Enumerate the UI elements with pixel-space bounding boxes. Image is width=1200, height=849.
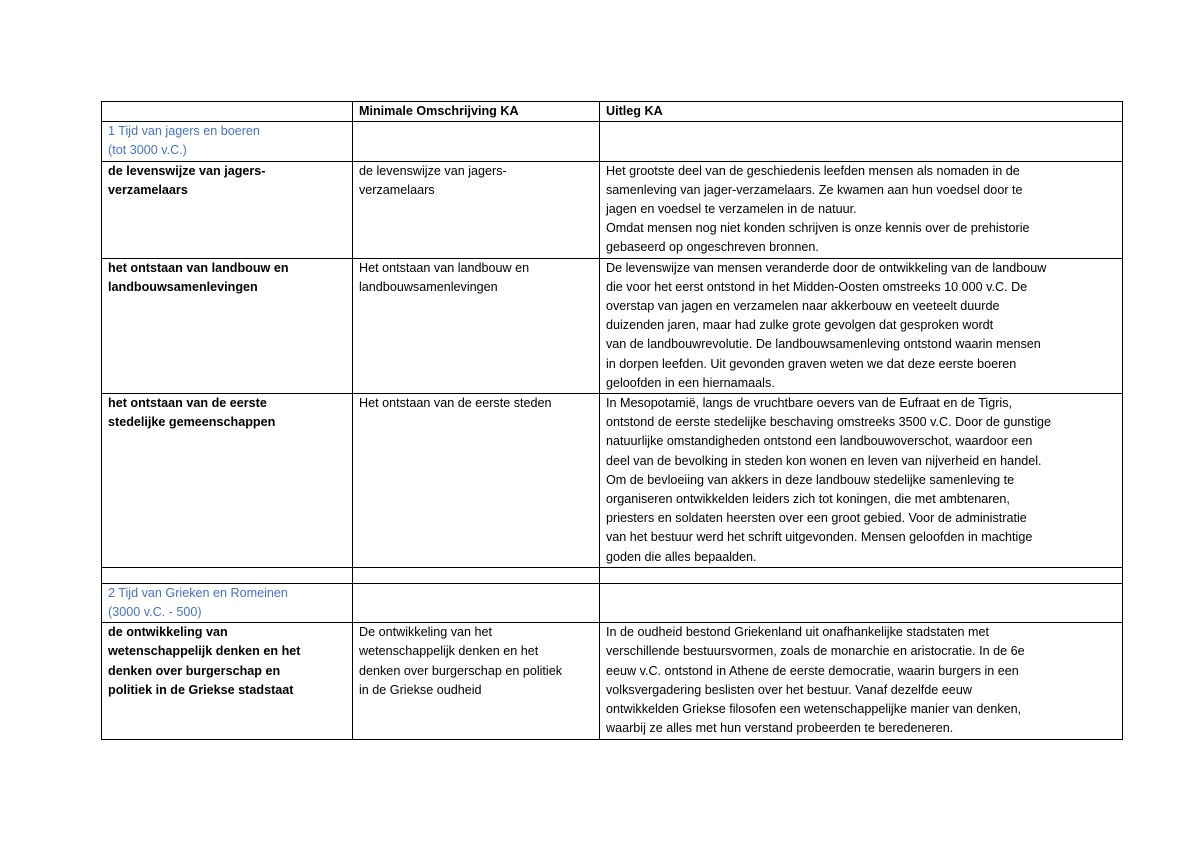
- term-line: denken over burgerschap en: [108, 663, 281, 678]
- section-title-row: [102, 583, 1123, 622]
- description-cell: [353, 161, 600, 258]
- description-line: Het ontstaan van de eerste steden: [359, 396, 552, 411]
- explanation-line: duizenden jaren, maar had zulke grote gevolgen dat gesproken wordt: [606, 318, 994, 333]
- empty-cell: [353, 583, 600, 622]
- explanation-line: overstap van jagen en verzamelen naar akkerbouw en veeteelt duurde: [606, 299, 1000, 314]
- explanation-cell: [600, 161, 1123, 258]
- empty-cell: [600, 583, 1123, 622]
- table-row: [102, 394, 1123, 568]
- empty-cell: [600, 122, 1123, 161]
- empty-row: [102, 567, 1123, 583]
- explanation-line: In Mesopotamië, langs de vruchtbare oevers van de Eufraat en de Tigris,: [606, 396, 1013, 411]
- explanation-line: eeuw v.C. ontstond in Athene de eerste democratie, waarin burgers in een: [606, 663, 1019, 678]
- table-header-row: [102, 102, 1123, 122]
- explanation-line: In de oudheid bestond Griekenland uit onafhankelijke stadstaten met: [606, 625, 989, 640]
- explanation-cell: [600, 258, 1123, 393]
- term-line: wetenschappelijk denken en het: [108, 644, 301, 659]
- description-line: verzamelaars: [359, 182, 435, 197]
- explanation-line: van de landbouwrevolutie. De landbouwsamenleving ontstond waarin mensen: [606, 337, 1041, 352]
- explanation-line: priesters en soldaten heersten over een groot gebied. Voor de administratie: [606, 511, 1027, 526]
- section-title-cell: [102, 583, 353, 622]
- explanation-line: jagen en voedsel te verzamelen in de natuur.: [606, 202, 857, 217]
- table-row: [102, 623, 1123, 739]
- term-cell: [102, 623, 353, 739]
- explanation-cell: [600, 623, 1123, 739]
- header-cell-empty: [102, 102, 353, 122]
- explanation-line: van het bestuur werd het schrift uitgevonden. Mensen geloofden in machtige: [606, 530, 1033, 545]
- description-line: De ontwikkeling van het: [359, 625, 493, 640]
- explanation-line: die voor het eerst ontstond in het Midden-Oosten omstreeks 10 000 v.C. De: [606, 279, 1028, 294]
- explanation-line: samenleving van jager-verzamelaars. Ze kwamen aan hun voedsel door te: [606, 182, 1023, 197]
- section-title-line: 2 Tijd van Grieken en Romeinen: [108, 585, 288, 600]
- explanation-line: gebaseerd op ongeschreven bronnen.: [606, 240, 819, 255]
- explanation-line: in dorpen leefden. Uit gevonden graven weten we dat deze eerste boeren: [606, 356, 1017, 371]
- section-title-line: (tot 3000 v.C.): [108, 143, 187, 158]
- explanation-line: Om de bevloeiing van akkers in deze landbouw stedelijke samenleving te: [606, 472, 1015, 487]
- explanation-line: ontwikkelden Griekse filosofen een wetenschappelijke manier van denken,: [606, 702, 1022, 717]
- explanation-line: goden die alles bepaalden.: [606, 549, 757, 564]
- table-row: [102, 258, 1123, 393]
- empty-cell: [353, 122, 600, 161]
- term-line: stedelijke gemeenschappen: [108, 415, 276, 430]
- empty-cell: [600, 567, 1123, 583]
- explanation-line: Het grootste deel van de geschiedenis leefden mensen als nomaden in de: [606, 163, 1020, 178]
- term-cell: [102, 258, 353, 393]
- description-line: denken over burgerschap en politiek: [359, 663, 563, 678]
- header-cell-uitleg: Uitleg KA: [600, 102, 1123, 122]
- table-row: [102, 161, 1123, 258]
- description-line: landbouwsamenlevingen: [359, 279, 498, 294]
- term-line: het ontstaan van landbouw en: [108, 260, 289, 275]
- explanation-line: geloofden in een hiernamaals.: [606, 375, 775, 390]
- description-line: Het ontstaan van landbouw en: [359, 260, 530, 275]
- section-title-row: [102, 122, 1123, 161]
- explanation-line: verschillende bestuursvormen, zoals de monarchie en aristocratie. In de 6e: [606, 644, 1025, 659]
- empty-cell: [102, 567, 353, 583]
- explanation-line: Omdat mensen nog niet konden schrijven is onze kennis over de prehistorie: [606, 221, 1030, 236]
- term-cell: [102, 161, 353, 258]
- explanation-line: waarbij ze alles met hun verstand probeerden te beredeneren.: [606, 721, 954, 736]
- explanation-line: natuurlijke omstandigheden ontstond een landbouwoverschot, waardoor een: [606, 434, 1033, 449]
- description-line: de levenswijze van jagers-: [359, 163, 507, 178]
- term-line: de levenswijze van jagers-: [108, 163, 266, 178]
- explanation-line: organiseren ontwikkelden leiders zich tot koningen, die met ambtenaren,: [606, 492, 1010, 507]
- explanation-line: ontstond de eerste stedelijke beschaving omstreeks 3500 v.C. Door de gunstige: [606, 415, 1052, 430]
- term-line: het ontstaan van de eerste: [108, 396, 267, 411]
- explanation-line: De levenswijze van mensen veranderde door de ontwikkeling van de landbouw: [606, 260, 1047, 275]
- explanation-cell: [600, 394, 1123, 568]
- section-title-line: (3000 v.C. - 500): [108, 605, 202, 620]
- description-line: in de Griekse oudheid: [359, 682, 482, 697]
- empty-cell: [353, 567, 600, 583]
- description-cell: [353, 623, 600, 739]
- explanation-line: volksvergadering beslisten over het bestuur. Vanaf dezelfde eeuw: [606, 682, 972, 697]
- description-cell: [353, 258, 600, 393]
- term-line: landbouwsamenlevingen: [108, 279, 258, 294]
- explanation-line: deel van de bevolking in steden kon wonen en leven van nijverheid en handel.: [606, 453, 1042, 468]
- header-cell-omschrijving: Minimale Omschrijving KA: [353, 102, 600, 122]
- section-title-line: 1 Tijd van jagers en boeren: [108, 124, 260, 139]
- term-line: verzamelaars: [108, 182, 188, 197]
- section-title-cell: [102, 122, 353, 161]
- term-line: de ontwikkeling van: [108, 625, 228, 640]
- kenmerkende-aspecten-table: [101, 101, 1123, 740]
- description-cell: [353, 394, 600, 568]
- term-cell: [102, 394, 353, 568]
- term-line: politiek in de Griekse stadstaat: [108, 682, 294, 697]
- description-line: wetenschappelijk denken en het: [359, 644, 539, 659]
